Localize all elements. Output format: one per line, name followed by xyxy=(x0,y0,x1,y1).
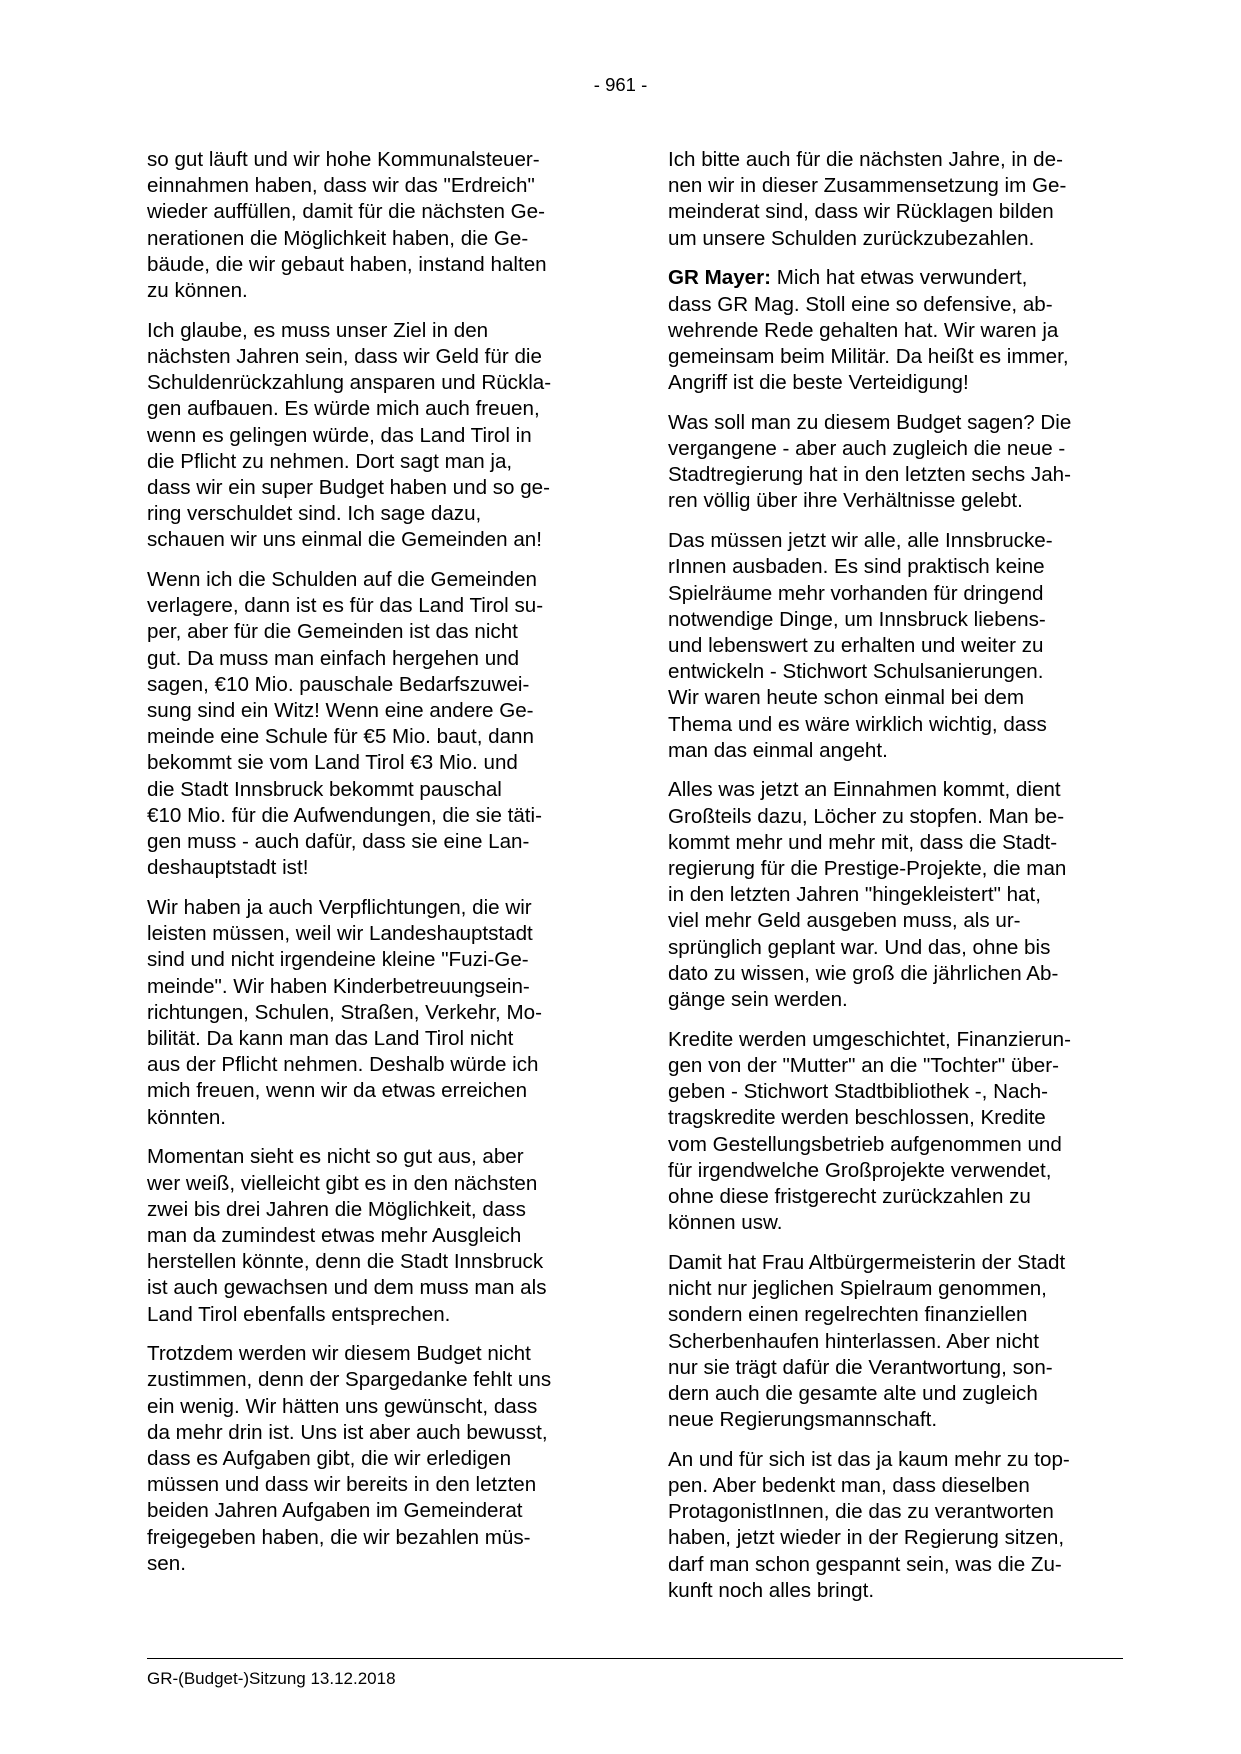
paragraph: An und für sich ist das ja kaum mehr zu top- pen. Aber bedenkt man, dass dieselben ProtagonistInnen, die das zu verantworten haben, jetzt wieder in der Regierung sitzen, darf man schon gespannt sein, was die Zu- kunft noch alles bringt. xyxy=(668,1447,1070,1602)
page-number: - 961 - xyxy=(593,74,648,95)
left-column xyxy=(147,147,612,1591)
paragraph: Ich glaube, es muss unser Ziel in den nächsten Jahren sein, dass wir Geld für die Schuldenrückzahlung ansparen und Rückla- gen aufbauen. Es würde mich auch freuen, wenn es gelingen würde, das Land Tirol in die Pflicht zu nehmen. Dort sagt man ja, dass wir ein super Budget haben und so ge- ring verschuldet sind. Ich sage dazu, schauen wir uns einmal die Gemeinden an! xyxy=(147,318,552,552)
speaker-name: GR Mayer: xyxy=(668,266,771,290)
paragraph: Kredite werden umgeschichtet, Finanzierun- gen von der "Mutter" an die "Tochter" über- geben - Stichwort Stadtbibliothek -, Nach- tragskredite werden beschlossen, Kredite vom Gestellungsbetrieb aufgenommen und für irgendwelche Großprojekte verwendet, ohne diese fristgerecht zurückzahlen zu können usw. xyxy=(668,1027,1071,1235)
paragraph: Damit hat Frau Altbürgermeisterin der Stadt nicht nur jeglichen Spielraum genommen, sondern einen regelrechten finanziellen Scherbenhaufen hinterlassen. Aber nicht nur sie trägt dafür die Verantwortung, son- dern auch die gesamte alte und zugleich neue Regierungsmannschaft. xyxy=(668,1250,1066,1432)
footer-text: GR-(Budget-)Sitzung 13.12.2018 xyxy=(147,1669,396,1688)
paragraph: Ich bitte auch für die nächsten Jahre, in de- nen wir in dieser Zusammensetzung im Ge- meinderat sind, dass wir Rücklagen bilden um unsere Schulden zurückzubezahlen. xyxy=(668,148,1067,250)
right-column xyxy=(668,147,1123,1618)
paragraph: Was soll man zu diesem Budget sagen? Die vergangene - aber auch zugleich die neue - Stadtregierung hat in den letzten sechs Jah- ren völlig über ihre Verhältnisse gelebt. xyxy=(668,410,1072,513)
paragraph: Wenn ich die Schulden auf die Gemeinden verlagere, dann ist es für das Land Tirol su- per, aber für die Gemeinden ist das nicht gut. Da muss man einfach hergehen und sagen, €10 Mio. pauschale Bedarfszuwei- sung sind ein Witz! Wenn eine andere Ge- meinde eine Schule für €5 Mio. baut, dann bekommt sie vom Land Tirol €3 Mio. und die Stadt Innsbruck bekommt pauschal €10 Mio. für die Aufwendungen, die sie täti- gen muss - auch dafür, dass sie eine Lan- deshauptstadt ist! xyxy=(147,568,544,880)
paragraph: Alles was jetzt an Einnahmen kommt, dient Großteils dazu, Löcher zu stopfen. Man be- kommt mehr und mehr mit, dass die Stadt- regierung für die Prestige-Projekte, die man in den letzten Jahren "hingekleistert" hat, viel mehr Geld ausgeben muss, als ur- sprünglich geplant war. Und das, ohne bis dato zu wissen, wie groß die jährlichen Ab- gänge sein werden. xyxy=(668,778,1067,1012)
paragraph: Momentan sieht es nicht so gut aus, aber wer weiß, vielleicht gibt es in den nächsten zwei bis drei Jahren die Möglichkeit, dass man da zumindest etwas mehr Ausgleich herstellen könnte, denn die Stadt Innsbruck ist auch gewachsen und dem muss man als Land Tirol ebenfalls entsprechen. xyxy=(147,1145,547,1326)
speaker-paragraph xyxy=(668,265,1123,396)
paragraph: Das müssen jetzt wir alle, alle Innsbrucke- rInnen ausbaden. Es sind praktisch keine Spielräume mehr vorhanden für dringend notwendige Dinge, um Innsbruck liebens- und lebenswert zu erhalten und weiter zu entwickeln - Stichwort Schulsanierungen. Wir waren heute schon einmal bei dem Thema und es wäre wirklich wichtig, dass man das einmal angeht. xyxy=(668,529,1053,762)
paragraph: Trotzdem werden wir diesem Budget nicht zustimmen, denn der Spargedanke fehlt uns ein wenig. Wir hätten uns gewünscht, dass da mehr drin ist. Uns ist aber auch bewusst, dass es Aufgaben gibt, die wir erledigen müssen und dass wir bereits in den letzten beiden Jahren Aufgaben im Gemeinderat freigegeben haben, die wir bezahlen müs- sen. xyxy=(147,1342,552,1575)
footer-divider xyxy=(147,1658,1123,1659)
paragraph: so gut läuft und wir hohe Kommunalsteuer- einnahmen haben, dass wir das "Erdreich" wieder auffüllen, damit für die nächsten Ge- nerationen die Möglichkeit haben, die Ge- bäude, die wir gebaut haben, instand halten zu können. xyxy=(147,148,547,303)
speaker-text: Mich hat etwas verwundert, dass GR Mag. Stoll eine so defensive, ab- wehrende Rede gehalten hat. Wir waren ja gemeinsam beim Militär. Da heißt es immer, Angriff ist die beste Verteidigung! xyxy=(668,266,1069,395)
paragraph: Wir haben ja auch Verpflichtungen, die wir leisten müssen, weil wir Landeshauptstadt sind und nicht irgendeine kleine "Fuzi-Ge- meinde". Wir haben Kinderbetreuungsein- richtungen, Schulen, Straßen, Verkehr, Mo- bilität. Da kann man das Land Tirol nicht aus der Pflicht nehmen. Deshalb würde ich mich freuen, wenn wir da etwas erreichen könnten. xyxy=(147,895,542,1129)
